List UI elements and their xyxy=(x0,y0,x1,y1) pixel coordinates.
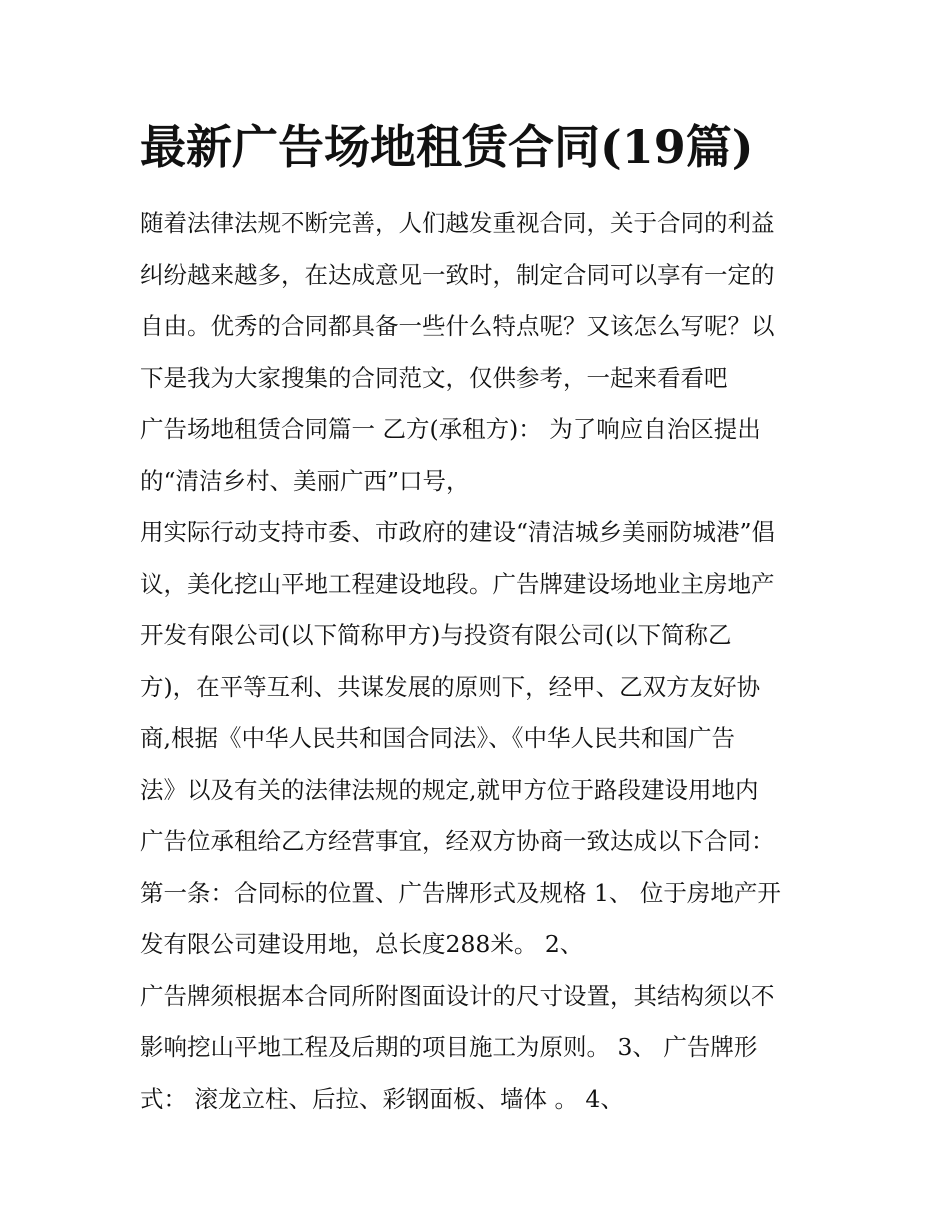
body-line: 议，美化挖山平地工程建设地段。广告牌建设场地业主房地产 xyxy=(140,569,775,598)
body-line: 下是我为大家搜集的合同范文，仅供参考，一起来看看吧 xyxy=(140,363,728,392)
body-line: 广告场地租赁合同篇一 乙方(承租方)： 为了响应自治区提出 xyxy=(140,415,761,443)
body-line: 的“清洁乡村、美丽广西”口号， xyxy=(140,466,470,495)
body-line: 开发有限公司(以下简称甲方)与投资有限公司(以下简称乙 xyxy=(140,621,732,649)
body-line: 用实际行动支持市委、市政府的建设“清洁城乡美丽防城港”倡 xyxy=(140,518,776,546)
body-line: 式： 滚龙立柱、后拉、彩钢面板、墙体 。 4、 xyxy=(140,1084,624,1113)
body-line: 广告位承租给乙方经营事宜，经双方协商一致达成以下合同： xyxy=(140,827,775,855)
body-line: 广告牌须根据本合同所附图面设计的尺寸设置，其结构须以不 xyxy=(140,981,775,1010)
body-line: 方)，在平等互利、共谋发展的原则下，经甲、乙双方友好协 xyxy=(140,672,761,701)
body-line: 随着法律法规不断完善，人们越发重视合同，关于合同的利益 xyxy=(140,209,775,237)
document-body xyxy=(140,198,830,1125)
body-line: 第一条：合同标的位置、广告牌形式及规格 1、 位于房地产开 xyxy=(140,878,781,907)
body-line: 发有限公司建设用地，总长度288米。 2、 xyxy=(140,930,584,958)
body-line: 法》以及有关的法律法规的规定,就甲方位于路段建设用地内 xyxy=(140,775,759,804)
body-line: 纠纷越来越多，在达成意见一致时，制定合同可以享有一定的 xyxy=(140,260,775,289)
body-line: 影响挖山平地工程及后期的项目施工为原则。 3、 广告牌形 xyxy=(140,1033,758,1061)
body-line: 商,根据《中华人民共和国合同法》、《中华人民共和国广告 xyxy=(140,724,735,752)
body-line: 自由。优秀的合同都具备一些什么特点呢？又该怎么写呢？以 xyxy=(140,312,775,340)
document-title: 最新广告场地租赁合同(19篇) xyxy=(140,120,754,174)
